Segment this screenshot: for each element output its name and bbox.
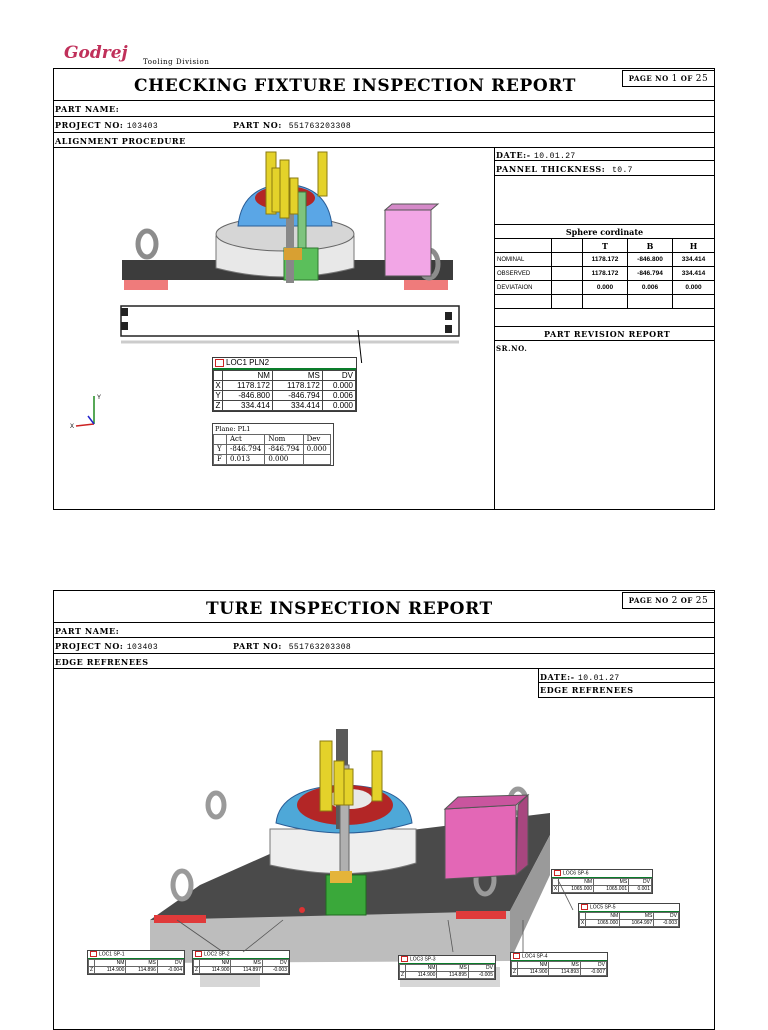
project-number-2: PROJECT NO: 103403 — [55, 641, 159, 652]
part-number: PART NO: 551763203308 — [233, 120, 352, 131]
table-row: Z 114.900 114.896 -0.004 — [89, 967, 182, 973]
leader-lines — [53, 860, 715, 960]
edge-label: EDGE REFRENEES — [540, 685, 634, 695]
panel-thickness: PANNEL THICKNESS: t0.7 — [496, 164, 633, 175]
table-row: F 0.013 0.000 — [214, 455, 331, 465]
table-row: X 1178.172 1178.172 0.000 — [214, 381, 356, 391]
sr-no-label: SR.NO. — [496, 344, 528, 353]
edge-point-callout: LOC1 SP-1 NM MS DV Z 114.900 114.896 -0.004 — [87, 950, 185, 975]
page-number-box-2: PAGE NO 2 OF 25 — [622, 592, 715, 609]
sphere-coordinate-table: Sphere cordinate T B H NOMINAL 1178.172 -846.800 334.414 OBSERVED 1178.172 -846.794 334.414 DEVIATAION 0.000 0.006 0.000 — [494, 224, 715, 309]
table-row: DEVIATAION 0.000 0.006 0.000 — [495, 281, 715, 295]
table-row: OBSERVED 1178.172 -846.794 334.414 — [495, 267, 715, 281]
svg-text:X: X — [70, 424, 75, 430]
edge-point-callout: LOC4 SP-4 NM MS DV Z 114.900 114.893 -0.007 — [510, 952, 608, 977]
report-date: DATE:- 10.01.27 — [496, 150, 576, 161]
loc1-pln2-callout: LOC1 PLN2 NM MS DV X 1178.172 1178.172 0.000 Y -846.800 -846.794 0.006 Z 334.414 334.414 0.000 — [212, 357, 357, 412]
table-row: Z 334.414 334.414 0.000 — [214, 401, 356, 411]
edge-point-callout: LOC5 SP-5 NM MS DV X 1065.000 1064.997 -0.003 — [578, 903, 680, 928]
axis-triad-icon — [68, 390, 110, 432]
section-title-2: EDGE REFRENEES — [55, 657, 149, 667]
part-name-label: PART NAME: — [55, 104, 120, 114]
table-row: X 1065.000 1065.001 0.001 — [553, 886, 650, 892]
logo-text: Godrej — [64, 43, 128, 63]
fixture-image-alignment — [118, 148, 463, 363]
table-row: Z 114.900 114.893 -0.007 — [512, 969, 605, 975]
measure-point-icon — [215, 359, 224, 367]
section-title: ALIGNMENT PROCEDURE — [55, 136, 186, 146]
table-row: Z 114.900 114.897 -0.003 — [194, 967, 287, 973]
plane-pl1-table: Plane: PL1 Act Nom Dev Y -846.794 -846.794 0.000 F 0.013 0.000 — [212, 423, 334, 466]
report-date-2: DATE:- 10.01.27 — [540, 672, 620, 683]
page-title: CHECKING FIXTURE INSPECTION REPORT — [134, 76, 576, 96]
edge-point-callout: LOC6 SP-6 NM MS DV X 1065.000 1065.001 0.001 — [551, 869, 653, 894]
project-number: PROJECT NO: 103403 — [55, 120, 159, 131]
part-number-2: PART NO: 551763203308 — [233, 641, 352, 652]
table-row: X 1065.000 1064.997 -0.003 — [580, 920, 677, 926]
table-row: Y -846.794 -846.794 0.000 — [214, 445, 331, 455]
part-name-label-2: PART NAME: — [55, 626, 120, 636]
table-row: Z 114.900 114.895 -0.005 — [400, 972, 493, 978]
page-title-2: TURE INSPECTION REPORT — [206, 599, 493, 619]
table-row: Y -846.800 -846.794 0.006 — [214, 391, 356, 401]
edge-point-callout: LOC3 SP-3 NM MS DV Z 114.900 114.895 -0.005 — [398, 955, 496, 980]
division-label: Tooling Division — [143, 58, 210, 66]
page-number-box: PAGE NO 1 OF 25 — [622, 70, 715, 87]
revision-title: PART REVISION REPORT — [544, 329, 671, 339]
svg-text:Y: Y — [97, 395, 102, 401]
edge-point-callout: LOC2 SP-2 NM MS DV Z 114.900 114.897 -0.003 — [192, 950, 290, 975]
godrej-logo — [62, 40, 132, 66]
sphere-title: Sphere cordinate — [495, 225, 715, 239]
table-row: NOMINAL 1178.172 -846.800 334.414 — [495, 253, 715, 267]
